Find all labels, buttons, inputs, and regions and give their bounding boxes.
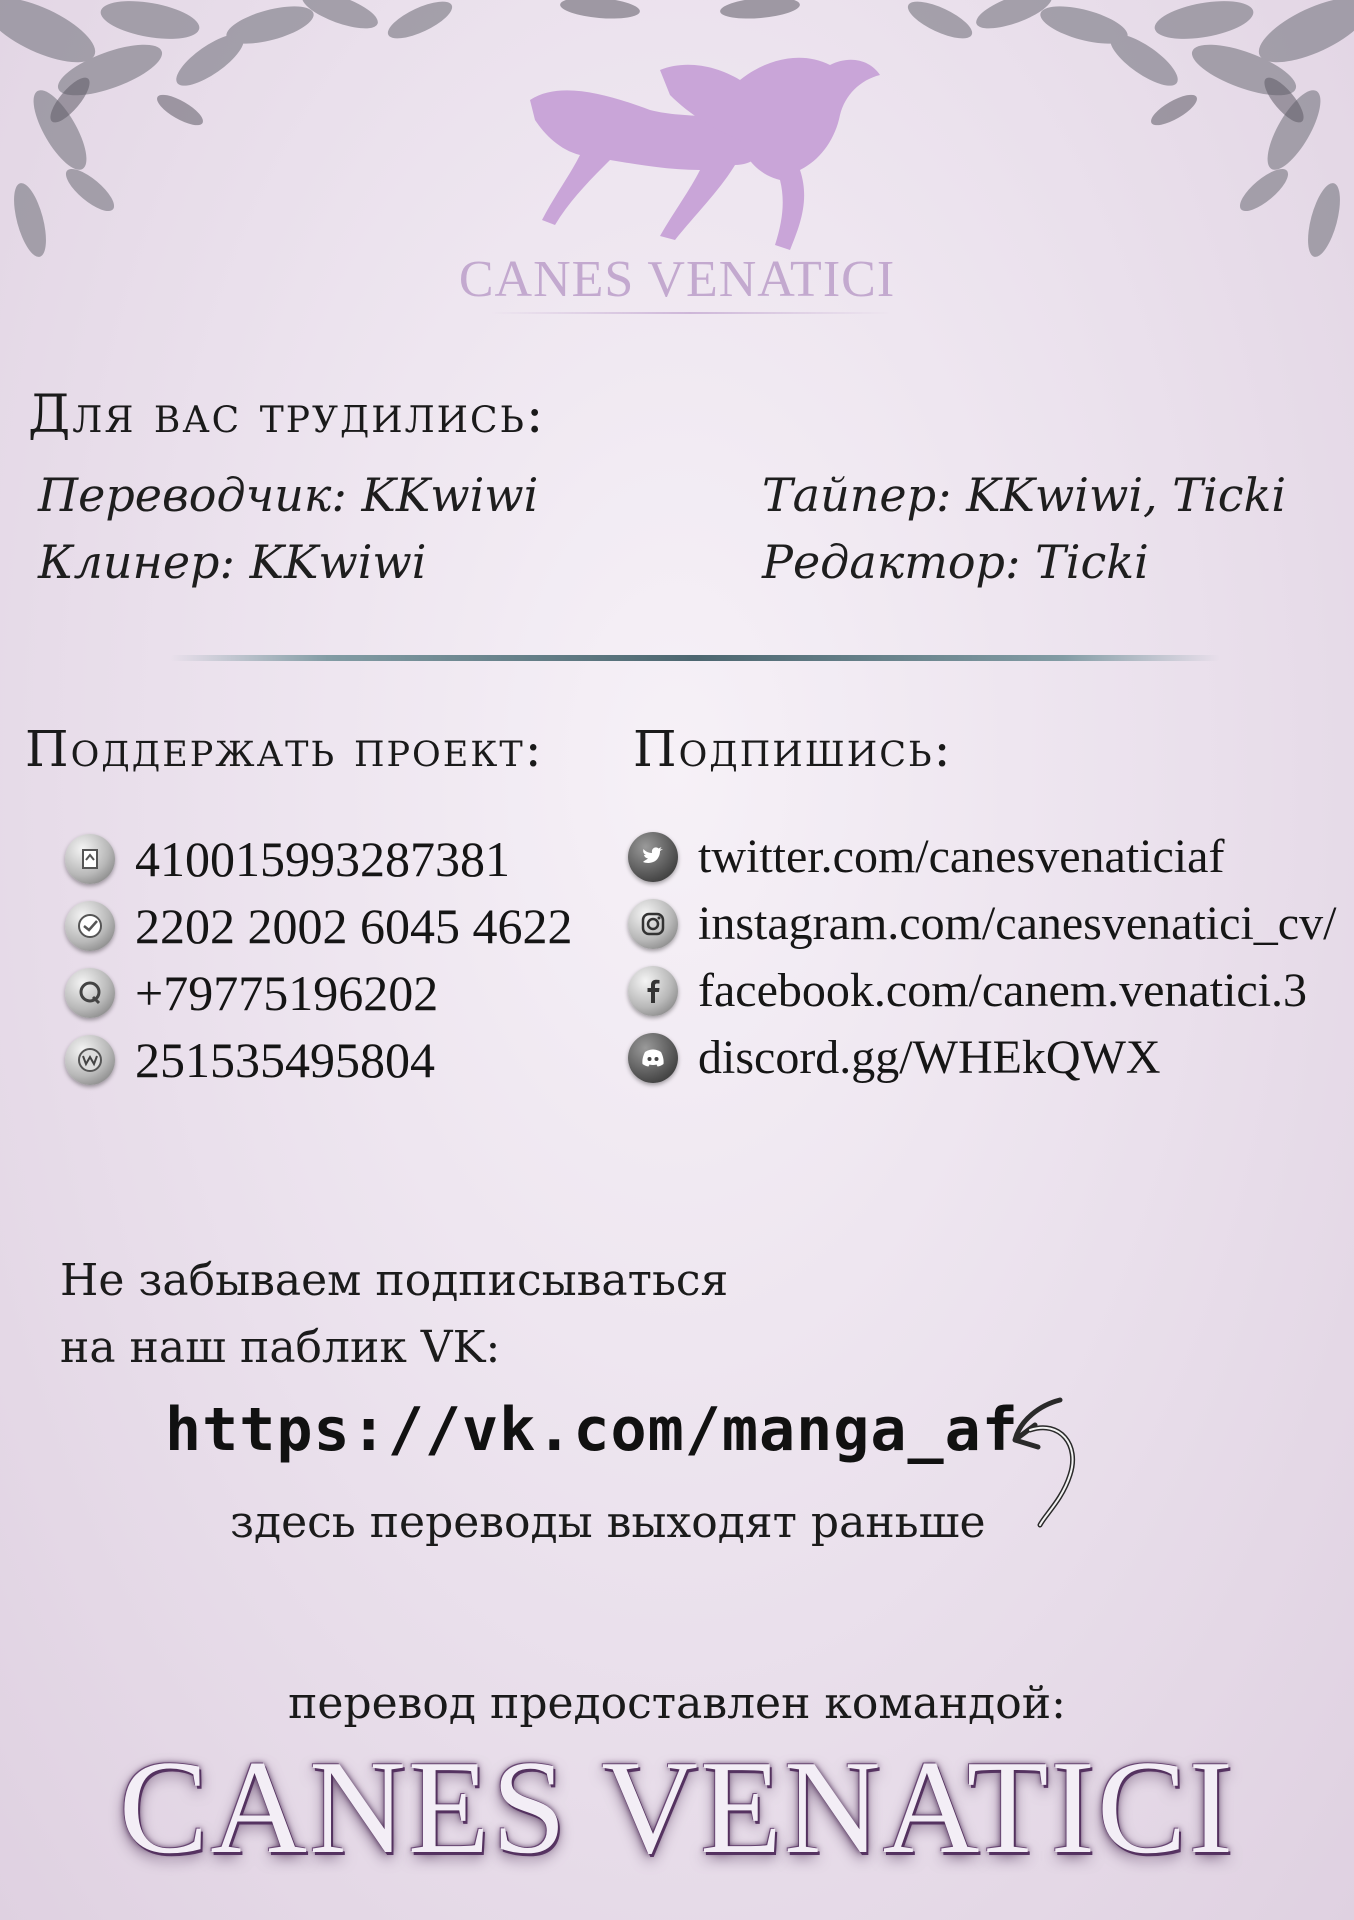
social-item-instagram[interactable] — [628, 896, 1336, 951]
social-item-facebook[interactable] — [628, 963, 1307, 1018]
support-value: 251535495804 — [135, 1032, 435, 1088]
social-link[interactable]: instagram.com/canesvenatici_cv/ — [698, 897, 1337, 950]
webmoney-icon — [65, 1035, 115, 1085]
translator-credit: Переводчик: KKwiwi — [38, 468, 539, 522]
support-item-sberbank — [65, 897, 573, 955]
editor-credit: Редактор: Ticki — [762, 535, 1149, 589]
social-item-twitter[interactable] — [628, 829, 1224, 884]
support-value: 410015993287381 — [135, 831, 510, 887]
curved-arrow-icon — [1000, 1385, 1100, 1535]
social-link[interactable]: discord.gg/WHEkQWX — [698, 1031, 1161, 1084]
sberbank-icon — [65, 901, 115, 951]
support-heading: Поддержать проект: — [25, 720, 544, 778]
footer-label: перевод предоставлен командой: — [288, 1678, 1066, 1729]
credits-heading: Для вас трудились: — [28, 385, 546, 445]
team-name: CANES VENATICI — [118, 1733, 1236, 1881]
subscribe-heading: Подпишись: — [633, 720, 953, 778]
typer-credit: Тайпер: KKwiwi, Ticki — [762, 468, 1287, 522]
facebook-icon — [628, 966, 678, 1016]
support-item-yoomoney — [65, 830, 510, 888]
qiwi-icon — [65, 968, 115, 1018]
logo-dogs-icon — [500, 40, 920, 270]
vk-invite-line1: Не забываем подписываться — [60, 1255, 729, 1306]
cleaner-credit: Клинер: KKwiwi — [38, 535, 427, 589]
logo-underline — [490, 312, 890, 314]
twitter-icon — [628, 832, 678, 882]
instagram-icon — [628, 899, 678, 949]
social-link[interactable]: twitter.com/canesvenaticiaf — [698, 830, 1225, 883]
vk-invite-line2: на наш паблик VK: — [60, 1322, 501, 1373]
vk-link[interactable]: https://vk.com/manga_af — [165, 1395, 1019, 1465]
social-item-discord[interactable] — [628, 1030, 1161, 1085]
discord-icon — [628, 1033, 678, 1083]
yoomoney-icon — [65, 834, 115, 884]
support-value: +79775196202 — [135, 965, 439, 1021]
social-link[interactable]: facebook.com/canem.venatici.3 — [698, 964, 1308, 1017]
support-item-webmoney — [65, 1031, 435, 1089]
vk-note: здесь переводы выходят раньше — [230, 1497, 986, 1548]
section-divider — [170, 655, 1220, 661]
support-item-qiwi — [65, 964, 438, 1022]
logo-text: CANES VENATICI — [458, 251, 896, 308]
support-value: 2202 2002 6045 4622 — [135, 898, 573, 954]
